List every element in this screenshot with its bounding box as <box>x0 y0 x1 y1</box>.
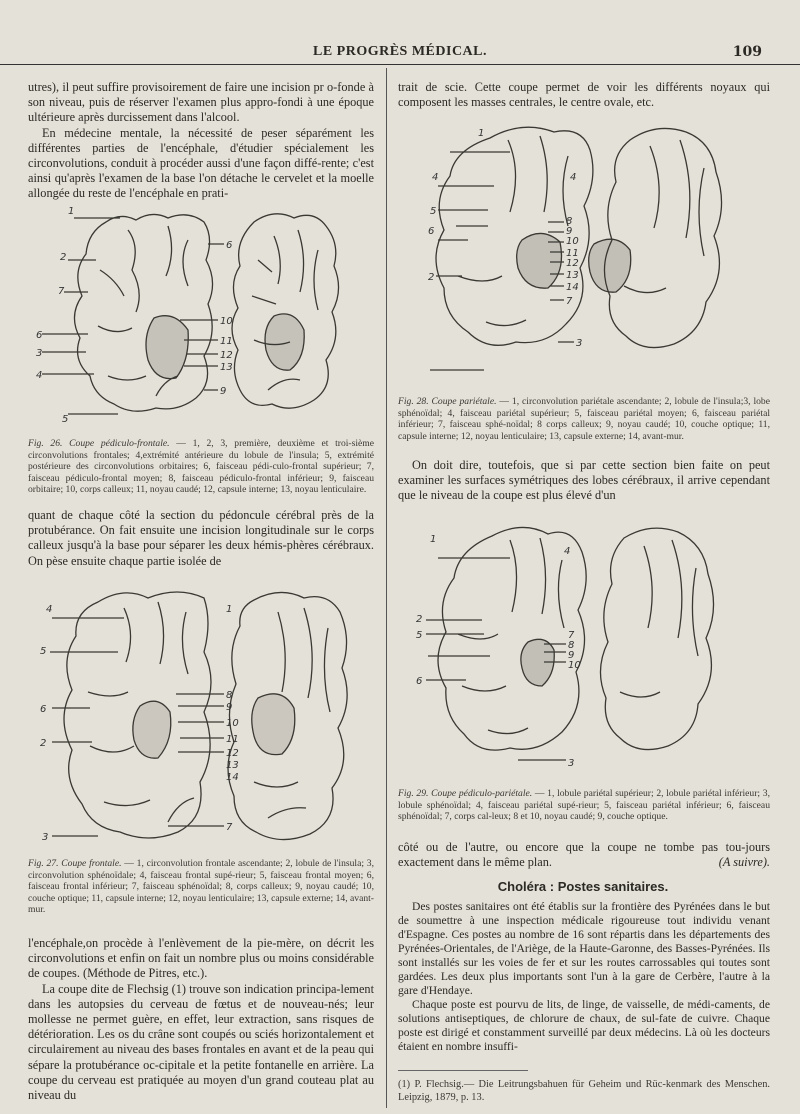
footnote-rule <box>398 1070 528 1071</box>
fig-label: 2 <box>428 272 435 283</box>
paragraph: Des postes sanitaires ont été établis sur la frontière des Pyrénées dans le but de soumettre à une inspection médicale rigoureuse tout individu venant d'Espagne. Ces postes au nombre de 16 sont répartis dans les départements des Pyrénées-Orientales, de l'Ariège, de la Haute-Garonne, des Basses-Pyrénées. Ils sont installés sur les voies de fer et sur les routes carrossables qui toutes sont gardées. Les deux plus importants sont l'un à la gare de Cerbère, l'autre à la gare d'Hendaye. <box>398 900 770 997</box>
left-text-block-2 <box>28 508 374 569</box>
fig-label: 14 <box>566 282 579 293</box>
left-text-block-1 <box>28 80 374 202</box>
fig-label: 1 <box>226 604 233 615</box>
fig-label: 5 <box>416 630 423 641</box>
fig-label: 1 <box>478 128 485 139</box>
fig-label: 7 <box>226 822 233 833</box>
fig-label: 3 <box>576 338 583 349</box>
fig-label: 3 <box>568 758 575 769</box>
caption-title: Fig. 27. Coupe frontale. <box>28 858 122 869</box>
fig-label: 2 <box>416 614 423 625</box>
fig-label: 8 <box>566 216 573 227</box>
paragraph: quant de chaque côté la section du pédoncule cérébral près de la protubérance. On fait ensuite une incision longitudinale sur le corps calleux jusqu'à la base pour séparer les deux hémis-phères cérébraux. On pèse ensuite chaque partie isolée de <box>28 508 374 568</box>
paragraph-text: côté ou de l'autre, ou encore que la coupe ne tombe pas tou-jours exactement dans le même plan. <box>398 840 770 870</box>
fig-label: 13 <box>566 270 579 281</box>
figure-28-caption <box>398 396 770 442</box>
figure-28-brain-section <box>398 116 770 388</box>
fig-label: 3 <box>42 832 49 843</box>
caption-body: — 1, 2, 3, première, deuxième et troi-sième circonvolutions frontales; 4,extrémité antérieure du lobule de l'insula; 5, extrémité postérieure des circonvolutions orbitaires; 6, faisceau pédi-culo-frontal supérieur; 7, faisceau pédiculo-frontal moyen; 8, faisceau pédiculo-frontal inférieur; 9, faisceau orbitaire; 10, corps calleux; 11, noyau caudé; 12, capsule interne; 13, noyau lenticulaire. <box>28 438 375 496</box>
fig-label: 10 <box>226 718 239 729</box>
caption-title: Fig. 26. Coupe pédiculo-frontale. <box>28 438 170 449</box>
fig-label: 6 <box>36 330 43 341</box>
left-text-block-3 <box>28 936 374 1103</box>
fig-label: 9 <box>566 226 573 237</box>
fig-label: 8 <box>568 640 575 651</box>
caption-body: — 1, lobule pariétal supérieur; 2, lobule pariétal inférieur; 3, lobule sphénoïdal; 4, faisceau pariétal supé-rieur; 5, faisceau pariétal inférieur; 6, faisceau sphénoïdal; 7, corps cal-leux; 8 et 10, noyau caudé; 9, couche optique. <box>398 788 770 823</box>
fig-label: 1 <box>68 206 75 217</box>
fig-label: 3 <box>36 348 43 359</box>
figure-27-brain-section <box>28 582 374 854</box>
paragraph: l'encéphale,on procède à l'enlèvement de la pie-mère, on décrit les circonvolutions et enfin on fait un nombre plus ou moins considérable de coupes. (Méthode de Pitres, etc.). <box>28 936 374 981</box>
fig-label: 5 <box>430 206 437 217</box>
fig-label: 7 <box>566 296 573 307</box>
fig-label: 6 <box>416 676 423 687</box>
footnote: (1) P. Flechsig.— Die Leitrungsbahuen für Geheim und Rüc-kenmark des Menschen. Leipzig, 1879, p. 13. <box>398 1079 770 1103</box>
fig-label: 11 <box>566 248 579 259</box>
fig-label: 7 <box>568 630 575 641</box>
fig-label: 13 <box>220 362 233 373</box>
fig-label: 10 <box>568 660 581 671</box>
figure-27-caption <box>28 858 374 916</box>
right-text-block-1 <box>398 80 770 110</box>
fig-label: 4 <box>564 546 571 557</box>
right-text-block-4 <box>398 900 770 1054</box>
fig-label: 2 <box>40 738 47 749</box>
fig-label: 5 <box>62 414 69 425</box>
fig-label: 9 <box>226 702 233 713</box>
fig-label: 1 <box>430 534 437 545</box>
figure-29-brain-section <box>398 516 770 784</box>
caption-title: Fig. 29. Coupe pédiculo-pariétale. <box>398 788 533 799</box>
figure-29-caption <box>398 788 770 823</box>
fig-label: 12 <box>566 258 579 269</box>
fig-label: 4 <box>36 370 43 381</box>
paragraph: Chaque poste est pourvu de lits, de linge, de vaisselle, de médi-caments, de solutions antiseptiques, de chlorure de chaux, de sul-fate de cuivre. Chaque poste est dirigé et constamment surveillé par deux médecins. Là où les docteurs étaient en nombre insuffi- <box>398 998 770 1053</box>
fig-label: 6 <box>40 704 47 715</box>
right-text-block-2 <box>398 458 770 504</box>
paragraph: On doit dire, toutefois, que si par cette section bien faite on peut examiner les surfaces symétriques des lobes cérébraux, il arrive cependant que le niveau de la coupe est plus élevé d'un <box>398 458 770 503</box>
caption-body: — 1, circonvolution frontale ascendante; 2, lobule de l'insula; 3, circonvolution sphénoïdale; 4, faisceau frontal supé-rieur; 5, faisceau frontal moyen; 6, faisceau frontal inférieur; 7, faisceau sphénoïdal; 8, corps calleux; 9, noyau caudé; 10, couche optique; 11, capsule interne; 12, noyau lenticulaire; 13, capsule externe; 14, avant-mur. <box>28 858 374 916</box>
fig-label: 10 <box>220 316 233 327</box>
fig-label: 11 <box>220 336 233 347</box>
paragraph: trait de scie. Cette coupe permet de voir les différents noyaux qui composent les masses centrales, le centre ovale, etc. <box>398 80 770 110</box>
fig-label: 5 <box>40 646 47 657</box>
header-rule <box>0 64 800 65</box>
fig-label: 4 <box>432 172 439 183</box>
fig-label: 12 <box>226 748 239 759</box>
caption-body: — 1, circonvolution pariétale ascendante; 2, lobule de l'insula;3, lobe sphénoïdal; 4, faisceau pariétal supérieur; 5, faisceau pariétal moyen; 6, faisceau pariétal inférieur; 7, faisceau sphé-noïdal; 8 corps calleux; 9, noyau caudé; 10, couche optique; 11, capsule interne; 12, noyau lenticulaire; 13, capsule externe; 14, avant-mur. <box>398 396 770 442</box>
paragraph: En médecine mentale, la nécessité de peser séparément les différentes parties de l'encéphale, d'étudier spécialement les circonvolutions, conduit à procéder aussi d'une façon diffé-rente; c'est ainsi qu'après l'examen de la base l'on détache le cervelet et la moelle allongée du reste de l'encéphale en prati- <box>28 125 374 201</box>
column-divider <box>386 68 387 1108</box>
fig-label: 8 <box>226 690 233 701</box>
caption-title: Fig. 28. Coupe pariétale. <box>398 396 497 407</box>
fig-label: 2 <box>60 252 67 263</box>
figure-26-brain-section <box>28 200 374 432</box>
fig-label: 4 <box>46 604 53 615</box>
fig-label: 4 <box>570 172 577 183</box>
page-number: 109 <box>732 44 762 60</box>
fig-label: 11 <box>226 734 239 745</box>
fig-label: 12 <box>220 350 233 361</box>
right-text-block-3 <box>398 840 770 870</box>
paragraph: La coupe dite de Flechsig (1) trouve son indication principa-lement dans les autopsies du cerveau de fœtus et de nouveau-nés; leur mollesse ne permet guère, en effet, leur extraction, sans risques de détérioration. Les os du crâne sont coupés ou sciés horizontalement et circulairement au niveau des bases frontales en avant et de la peau qui sépare la protubérance oc-cipitale et la petite fontanelle en arrière. La coupe du cerveau est pratiquée au moyen d'un grand couteau plat au niveau du <box>28 981 374 1103</box>
fig-label: 6 <box>428 226 435 237</box>
paragraph: utres), il peut suffire provisoirement de faire une incision pr o-fonde à son niveau, puis de réserver l'examen plus appro-fondi à une époque ultérieure après durcissement dans l'alcool. <box>28 80 374 125</box>
fig-label: 13 <box>226 760 239 771</box>
fig-label: 10 <box>566 236 579 247</box>
fig-label: 6 <box>226 240 233 251</box>
page-header <box>0 44 800 66</box>
fig-label: 9 <box>220 386 227 397</box>
fig-label: 7 <box>58 286 65 297</box>
journal-title: LE PROGRÈS MÉDICAL. <box>312 44 488 59</box>
fig-label: 14 <box>226 772 239 783</box>
figure-26-caption <box>28 438 374 496</box>
section-heading: Choléra : Postes sanitaires. <box>497 879 669 894</box>
fig-label: 9 <box>568 650 575 661</box>
paragraph <box>398 840 770 870</box>
a-suivre: (A suivre). <box>718 855 770 870</box>
